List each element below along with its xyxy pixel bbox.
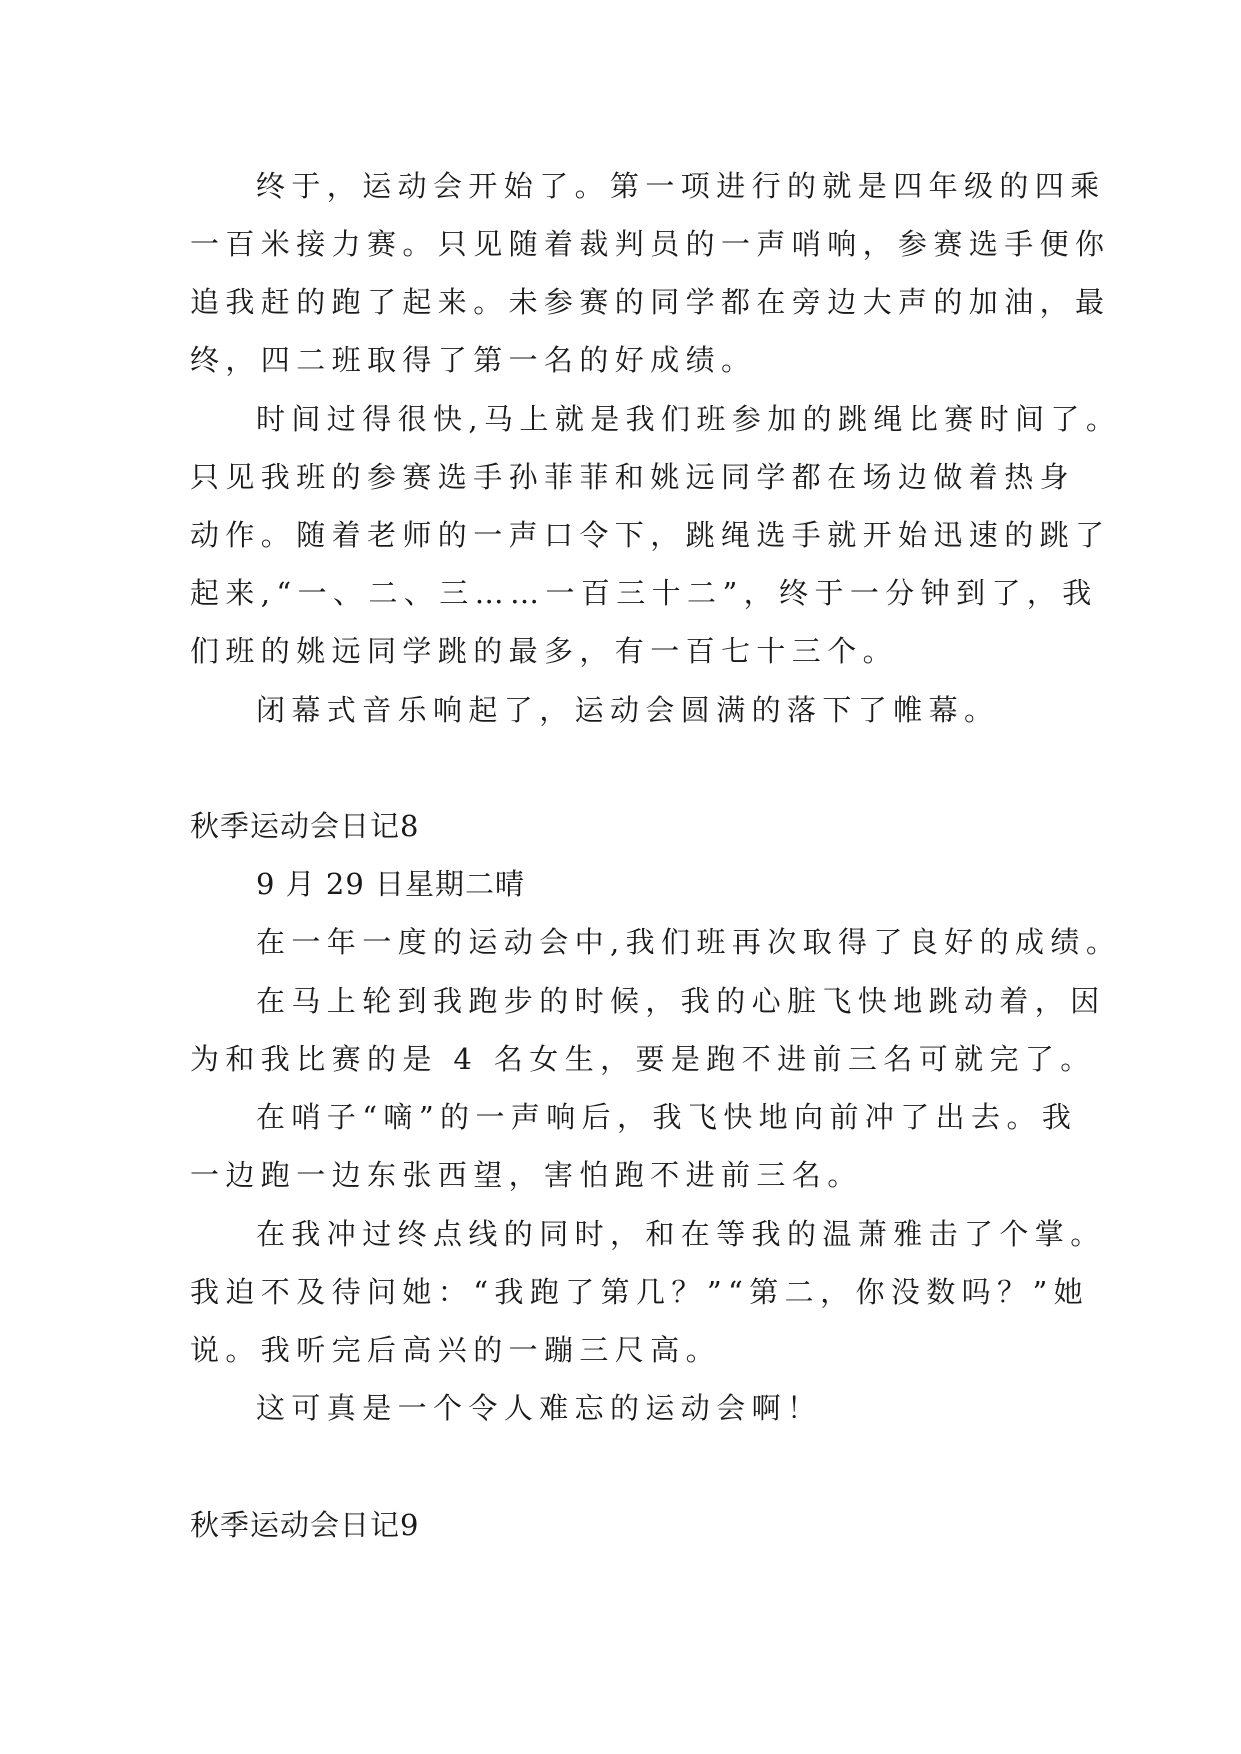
paragraph-line: 这可真是一个令人难忘的运动会啊！ [256, 1391, 823, 1425]
paragraph-line: 起来,“一、二、三……一百三十二”，终于一分钟到了，我 [190, 576, 1098, 610]
paragraph-line: 在我冲过终点线的同时，和在等我的温萧雅击了个掌。 [256, 1217, 1106, 1251]
paragraph-line: 只见我班的参赛选手孙菲菲和姚远同学都在场边做着热身 [190, 460, 1076, 494]
paragraph-line: 在一年一度的运动会中,我们班再次取得了良好的成绩。 [256, 925, 1122, 959]
paragraph-line: 终于，运动会开始了。第一项进行的就是四年级的四乘 [256, 169, 1106, 203]
paragraph-line: 动作。随着老师的一声口令下，跳绳选手就开始迅速的跳了 [190, 518, 1111, 552]
paragraph-line: 时间过得很快,马上就是我们班参加的跳绳比赛时间了。 [256, 402, 1122, 436]
paragraph-line: 在哨子“嘀”的一声响后，我飞快地向前冲了出去。我 [256, 1100, 1078, 1134]
paragraph-line: 说。我听完后高兴的一蹦三尺高。 [190, 1333, 722, 1367]
section-heading: 秋季运动会日记9 [190, 1508, 420, 1542]
paragraph-line: 闭幕式音乐响起了，运动会圆满的落下了帷幕。 [256, 693, 1000, 727]
date-line: 9 月 29 日星期二晴 [256, 867, 526, 901]
paragraph-line: 一边跑一边东张西望，害怕跑不进前三名。 [190, 1158, 863, 1192]
paragraph-line: 终，四二班取得了第一名的好成绩。 [190, 343, 757, 377]
paragraph-line: 在马上轮到我跑步的时候，我的心脏飞快地跳动着，因 [256, 984, 1106, 1018]
paragraph-line: 们班的姚远同学跳的最多，有一百七十三个。 [190, 634, 899, 668]
section-heading: 秋季运动会日记8 [190, 809, 420, 843]
paragraph-line: 一百米接力赛。只见随着裁判员的一声哨响，参赛选手便你 [190, 227, 1111, 261]
paragraph-line: 为和我比赛的是 4 名女生，要是跑不进前三名可就完了。 [190, 1042, 1096, 1076]
paragraph-line: 我迫不及待问她：“我跑了第几？”“第二，你没数吗？”她 [190, 1275, 1090, 1309]
paragraph-line: 追我赶的跑了起来。未参赛的同学都在旁边大声的加油，最 [190, 285, 1111, 319]
